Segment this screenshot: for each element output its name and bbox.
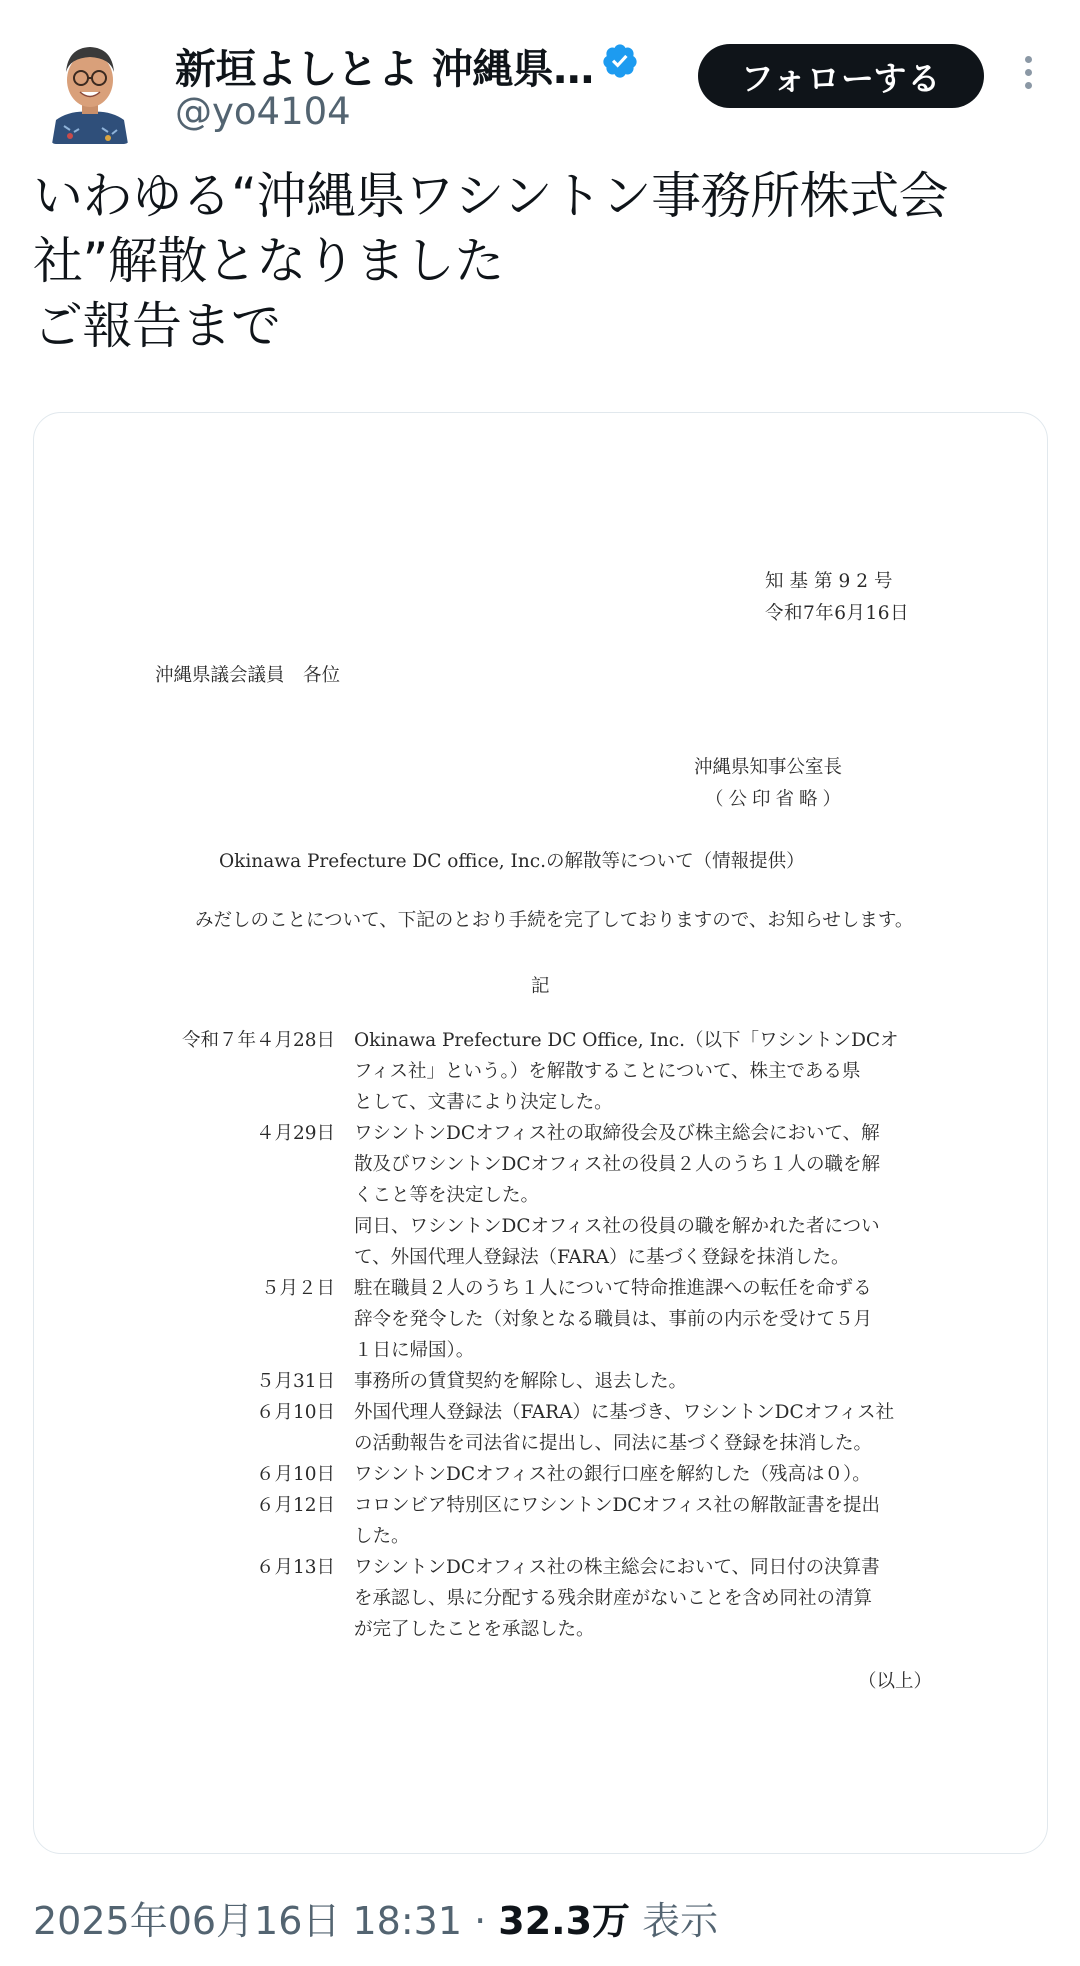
entry-text-line: 外国代理人登録法（FARA）に基づき、ワシントンDCオフィス社 bbox=[354, 1402, 895, 1423]
entry-date: ５月31日 bbox=[255, 1371, 335, 1392]
document-entry bbox=[172, 1366, 972, 1397]
entry-text-line: て、外国代理人登録法（FARA）に基づく登録を抹消した。 bbox=[354, 1247, 850, 1268]
document-entry bbox=[172, 1273, 972, 1366]
more-options-icon[interactable] bbox=[1018, 56, 1038, 96]
entry-text-line: ワシントンDCオフィス社の銀行口座を解約した（残高は０）。 bbox=[354, 1464, 871, 1485]
attached-document-image[interactable] bbox=[33, 412, 1048, 1854]
entry-text-line: フィス社」という。）を解散することについて、株主である県 bbox=[354, 1061, 861, 1082]
document-entries bbox=[172, 1025, 972, 1645]
document-entry bbox=[172, 1490, 972, 1552]
entry-date: ６月12日 bbox=[255, 1495, 335, 1516]
views-label: 表示 bbox=[642, 1899, 719, 1943]
document-date: 令和7年6月16日 bbox=[765, 603, 910, 624]
display-name[interactable]: 新垣よしとよ 沖縄県… bbox=[175, 45, 594, 93]
entry-text bbox=[354, 1490, 926, 1552]
follow-button[interactable]: フォローする bbox=[698, 44, 984, 108]
document-addressee: 沖縄県議会議員 各位 bbox=[155, 665, 341, 686]
entry-text-line: １日に帰国）。 bbox=[354, 1340, 475, 1361]
entry-date: ６月10日 bbox=[255, 1464, 335, 1485]
entry-text bbox=[354, 1459, 926, 1490]
entry-text-line: Okinawa Prefecture DC Office, Inc.（以下「ワシントンDCオ bbox=[354, 1030, 899, 1051]
entry-date: 令和７年４月28日 bbox=[181, 1030, 335, 1051]
tweet-datetime[interactable]: 2025年06月16日 18:31 bbox=[33, 1899, 463, 1943]
avatar-photo bbox=[50, 32, 130, 144]
document-entry bbox=[172, 1118, 972, 1273]
entry-text bbox=[354, 1273, 926, 1366]
entry-text-line: ワシントンDCオフィス社の取締役会及び株主総会において、解 bbox=[354, 1123, 880, 1144]
entry-text-line: 同日、ワシントンDCオフィス社の役員の職を解かれた者につい bbox=[354, 1216, 880, 1237]
document-entry bbox=[172, 1552, 972, 1645]
tweet-text-line: いわゆる“沖縄県ワシントン事務所株式会 bbox=[33, 167, 949, 225]
entry-text-line: コロンビア特別区にワシントンDCオフィス社の解散証書を提出 bbox=[354, 1495, 880, 1516]
entry-date: ６月10日 bbox=[255, 1402, 335, 1423]
entry-text bbox=[354, 1552, 926, 1645]
document-ki-heading: 記 bbox=[531, 976, 550, 997]
entry-text bbox=[354, 1397, 926, 1459]
entry-text-line: 事務所の賃貸契約を解除し、退去した。 bbox=[354, 1371, 688, 1392]
verified-badge-icon bbox=[601, 42, 639, 80]
document-seal-note: （公印省略） bbox=[705, 789, 847, 810]
entry-text-line: を承認し、県に分配する残余財産がないことを含め同社の清算 bbox=[354, 1588, 873, 1609]
tweet-text-line: 社”解散となりました bbox=[33, 232, 504, 290]
entry-date: ６月13日 bbox=[255, 1557, 335, 1578]
entry-text bbox=[354, 1366, 926, 1397]
entry-text bbox=[354, 1118, 926, 1273]
views-count: 32.3万 bbox=[498, 1899, 631, 1943]
avatar[interactable] bbox=[50, 32, 130, 144]
document-intro: みだしのことについて、下記のとおり手続を完了しておりますので、お知らせします。 bbox=[195, 910, 914, 931]
document-sender: 沖縄県知事公室長 bbox=[694, 757, 843, 778]
document-entry bbox=[172, 1025, 972, 1118]
entry-text-line: が完了したことを承認した。 bbox=[354, 1619, 595, 1640]
document-subject: Okinawa Prefecture DC office, Inc.の解散等について（情報提供） bbox=[219, 851, 805, 872]
entry-text-line: 辞令を発令した（対象となる職員は、事前の内示を受けて５月 bbox=[354, 1309, 873, 1330]
entry-text-line: として、文書により決定した。 bbox=[354, 1092, 613, 1113]
tweet-text-line: ご報告まで bbox=[33, 297, 281, 355]
tweet-timestamp bbox=[33, 1890, 718, 1945]
separator: · bbox=[474, 1899, 487, 1943]
entry-text-line: 駐在職員２人のうち１人について特命推進課への転任を命ずる bbox=[354, 1278, 872, 1299]
entry-text bbox=[354, 1025, 926, 1118]
tweet-text bbox=[33, 164, 1043, 359]
entry-text-line: くこと等を決定した。 bbox=[354, 1185, 540, 1206]
document bbox=[34, 413, 1047, 1853]
entry-text-line: ワシントンDCオフィス社の株主総会において、同日付の決算書 bbox=[354, 1557, 880, 1578]
document-entry bbox=[172, 1397, 972, 1459]
document-entry bbox=[172, 1459, 972, 1490]
entry-text-line: 散及びワシントンDCオフィス社の役員２人のうち１人の職を解 bbox=[354, 1154, 880, 1175]
entry-text-line: した。 bbox=[354, 1526, 410, 1547]
handle[interactable]: @yo4104 bbox=[175, 90, 351, 133]
entry-text-line: の活動報告を司法省に提出し、同法に基づく登録を抹消した。 bbox=[354, 1433, 873, 1454]
document-number: 知基第92号 bbox=[765, 571, 899, 592]
entry-date: ４月29日 bbox=[255, 1123, 335, 1144]
entry-date: ５月２日 bbox=[260, 1278, 335, 1299]
document-closing: （以上） bbox=[858, 1671, 933, 1692]
